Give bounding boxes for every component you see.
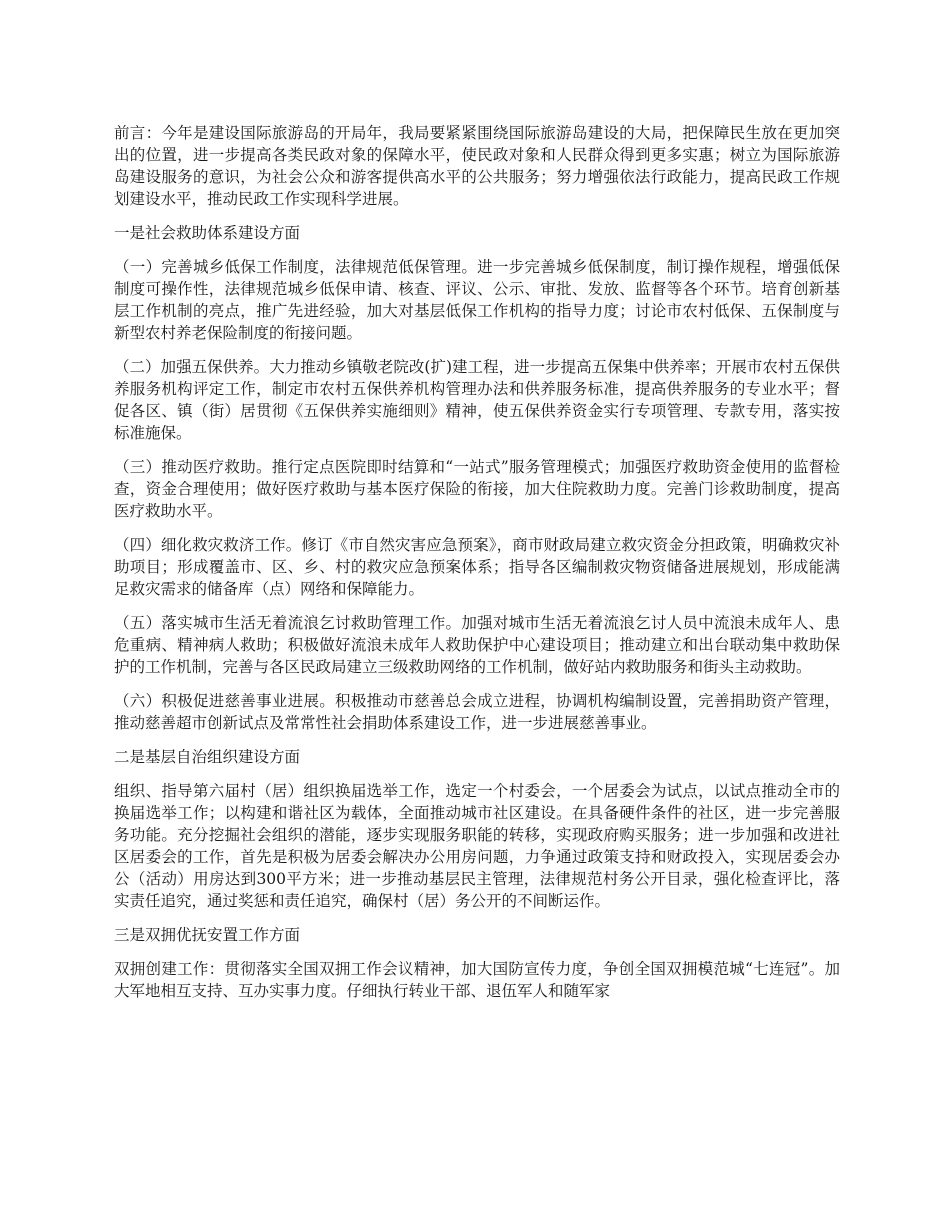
section-heading-grassroots: 二是基层自治组织建设方面 (114, 748, 301, 766)
section-heading-double-support: 三是双拥优抚安置工作方面 (114, 926, 301, 944)
paragraph-item-3: （三）推动医疗救助。推行定点医院即时结算和“一站式”服务管理模式；加强医疗救助资金使用的监督检查，资金合理使用；做好医疗救助与基本医疗保险的衔接，加大住院救助力度。完善门诊救助制度，提高医疗救助水平。 (114, 458, 840, 520)
double-support-paragraph: 双拥创建工作：贯彻落实全国双拥工作会议精神，加大国防宣传力度，争创全国双拥模范城“七连冠”。加大军地相互支持、互办实事力度。仔细执行转业干部、退伍军人和随军家 (114, 960, 840, 1000)
section-heading-social-assistance: 一是社会救助体系建设方面 (114, 224, 301, 242)
paragraph-item-1: （一）完善城乡低保工作制度，法律规范低保管理。进一步完善城乡低保制度，制订操作规程，增强低保制度可操作性，法律规范城乡低保申请、核查、评议、公示、审批、发放、监督等各个环节。培育创新基层工作机制的亮点，推广先进经验，加大对基层低保工作机构的指导力度；讨论市农村低保、五保制度与新型农村养老保险制度的衔接问题。 (114, 258, 840, 342)
paragraph-item-6: （六）积极促进慈善事业进展。积极推动市慈善总会成立进程，协调机构编制设置，完善捐助资产管理，推动慈善超市创新试点及常常性社会捐助体系建设工作，进一步进展慈善事业。 (114, 692, 840, 732)
paragraph-item-5: （五）落实城市生活无着流浪乞讨救助管理工作。加强对城市生活无着流浪乞讨人员中流浪未成年人、患危重病、精神病人救助；积极做好流浪未成年人救助保护中心建设项目；推动建立和出台联动集中救助保护的工作机制，完善与各区民政局建立三级救助网络的工作机制，做好站内救助服务和街头主动救助。 (114, 614, 840, 676)
paragraph-item-4: （四）细化救灾救济工作。修订《市自然灾害应急预案》，商市财政局建立救灾资金分担政策，明确救灾补助项目；形成覆盖市、区、乡、村的救灾应急预案体系；指导各区编制救灾物资储备进展规划，形成能满足救灾需求的储备库（点）网络和保障能力。 (114, 536, 840, 598)
grassroots-paragraph: 组织、指导第六届村（居）组织换届选举工作，选定一个村委会，一个居委会为试点，以试点推动全市的换届选举工作；以构建和谐社区为载体，全面推动城市社区建设。在具备硬件条件的社区，进一步完善服务功能。充分挖掘社会组织的潜能，逐步实现服务职能的转移，实现政府购买服务；进一步加强和改进社区居委会的工作，首先是积极为居委会解决办公用房问题，力争通过政策支持和财政投入，实现居委会办公（活动）用房达到300平方米；进一步推动基层民主管理，法律规范村务公开目录，强化检查评比，落实责任追究，通过奖惩和责任追究，确保村（居）务公开的不间断运作。 (114, 782, 840, 910)
intro-paragraph: 前言：今年是建设国际旅游岛的开局年，我局要紧紧围绕国际旅游岛建设的大局，把保障民生放在更加突出的位置，进一步提高各类民政对象的保障水平，使民政对象和人民群众得到更多实惠；树立为国际旅游岛建设服务的意识，为社会公众和游客提供高水平的公共服务；努力增强依法行政能力，提高民政工作规划建设水平，推动民政工作实现科学进展。 (114, 124, 840, 208)
paragraph-item-2: （二）加强五保供养。大力推动乡镇敬老院改(扩)建工程，进一步提高五保集中供养率；开展市农村五保供养服务机构评定工作，制定市农村五保供养机构管理办法和供养服务标准，提高供养服务的专业水平；督促各区、镇（街）居贯彻《五保供养实施细则》精神，使五保供养资金实行专项管理、专款专用，落实按标准施保。 (114, 358, 840, 442)
document-page (114, 122, 840, 1014)
